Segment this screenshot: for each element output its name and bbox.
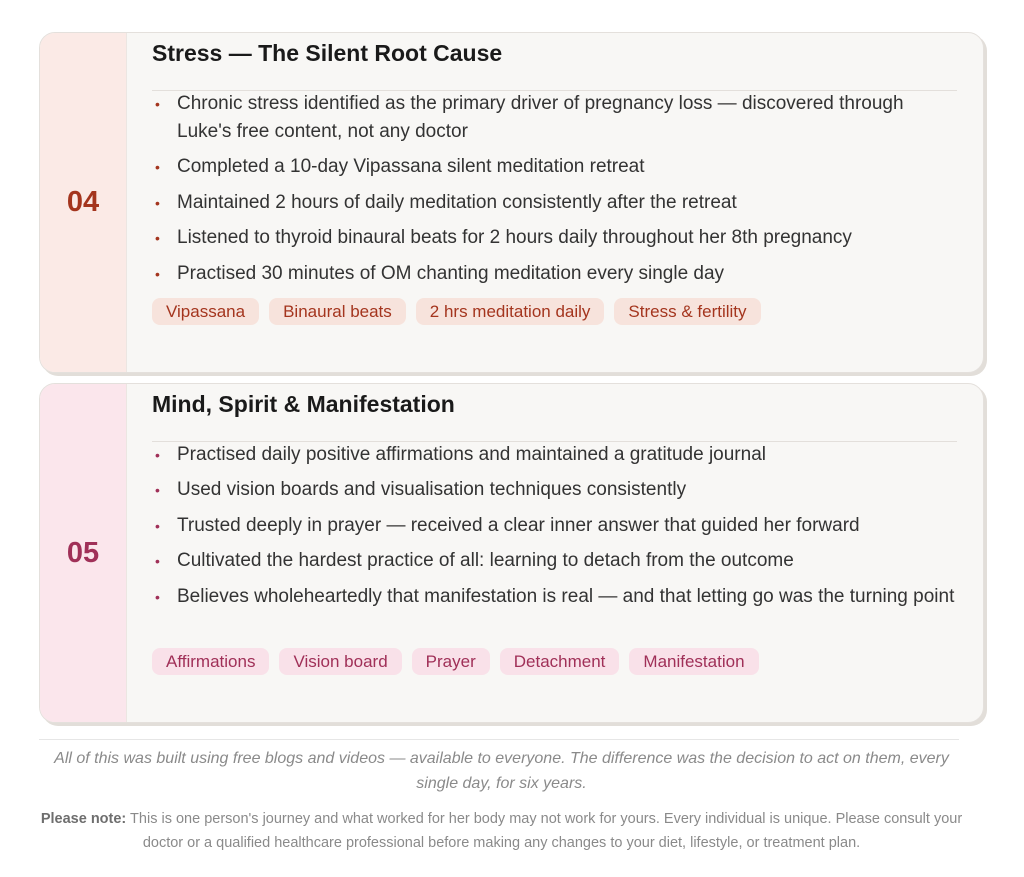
list-item: • Believes wholeheartedly that manifestation is real — and that letting go was the turning point (152, 583, 957, 611)
section-number: 04 (66, 186, 100, 218)
closing-statement: All of this was built using free blogs and videos — available to everyone. The difference was the decision to act on them, every single day, for six years. (54, 750, 949, 792)
footer-divider (39, 739, 959, 740)
tag: Detachment (500, 648, 620, 675)
disclaimer-label: Please note: (40, 811, 127, 827)
bullet-dot-icon: • (155, 553, 160, 570)
list-item: • Practised daily positive affirmations and maintained a gratitude journal (152, 441, 957, 469)
list-item: • Trusted deeply in prayer — received a clear inner answer that guided her forward (152, 512, 957, 540)
bullet-list (152, 441, 957, 618)
list-item: • Listened to thyroid binaural beats for 2 hours daily throughout her 8th pregnancy (152, 224, 957, 252)
bullet-dot-icon: • (155, 482, 160, 499)
tag: Affirmations (152, 648, 269, 675)
tag: 2 hrs meditation daily (416, 298, 605, 325)
list-item: • Chronic stress identified as the primary driver of pregnancy loss — discovered through Luke's free content, not any doctor (152, 90, 957, 146)
tag: Binaural beats (269, 298, 406, 325)
tag: Stress & fertility (614, 298, 760, 325)
tag-list (152, 298, 761, 325)
bullet-list (152, 90, 957, 295)
section-number-panel (40, 33, 127, 372)
bullet-dot-icon: • (155, 517, 160, 534)
tag: Manifestation (629, 648, 758, 675)
bullet-dot-icon: • (155, 230, 160, 247)
list-item: • Practised 30 minutes of OM chanting meditation every single day (152, 260, 957, 288)
section-card-04 (39, 32, 984, 373)
section-title: Stress — The Silent Root Cause (152, 40, 503, 66)
bullet-dot-icon: • (155, 96, 160, 112)
tag: Vipassana (152, 298, 259, 325)
section-number: 05 (66, 536, 100, 569)
section-title: Mind, Spirit & Manifestation (152, 391, 455, 417)
bullet-dot-icon: • (155, 447, 160, 463)
tag: Prayer (412, 648, 490, 675)
disclaimer-text: This is one person's journey and what worked for her body may not work for yours. Every individual is unique. Please consult your doctor or a qualified healthcare professional before making any changes to your diet, lifestyle, or treatment plan. (130, 811, 963, 851)
section-card-05 (39, 383, 984, 723)
list-item: • Cultivated the hardest practice of all: learning to detach from the outcome (152, 547, 957, 575)
list-item: • Used vision boards and visualisation techniques consistently (152, 476, 957, 504)
bullet-dot-icon: • (155, 159, 160, 176)
section-number-panel (40, 384, 127, 722)
list-item: • Maintained 2 hours of daily meditation consistently after the retreat (152, 189, 957, 217)
list-item: • Completed a 10-day Vipassana silent meditation retreat (152, 153, 957, 181)
bullet-dot-icon: • (155, 588, 160, 605)
tag-list (152, 648, 759, 675)
bullet-dot-icon: • (155, 194, 160, 211)
bullet-dot-icon: • (155, 265, 160, 282)
tag: Vision board (279, 648, 401, 675)
disclaimer-note (39, 807, 964, 855)
